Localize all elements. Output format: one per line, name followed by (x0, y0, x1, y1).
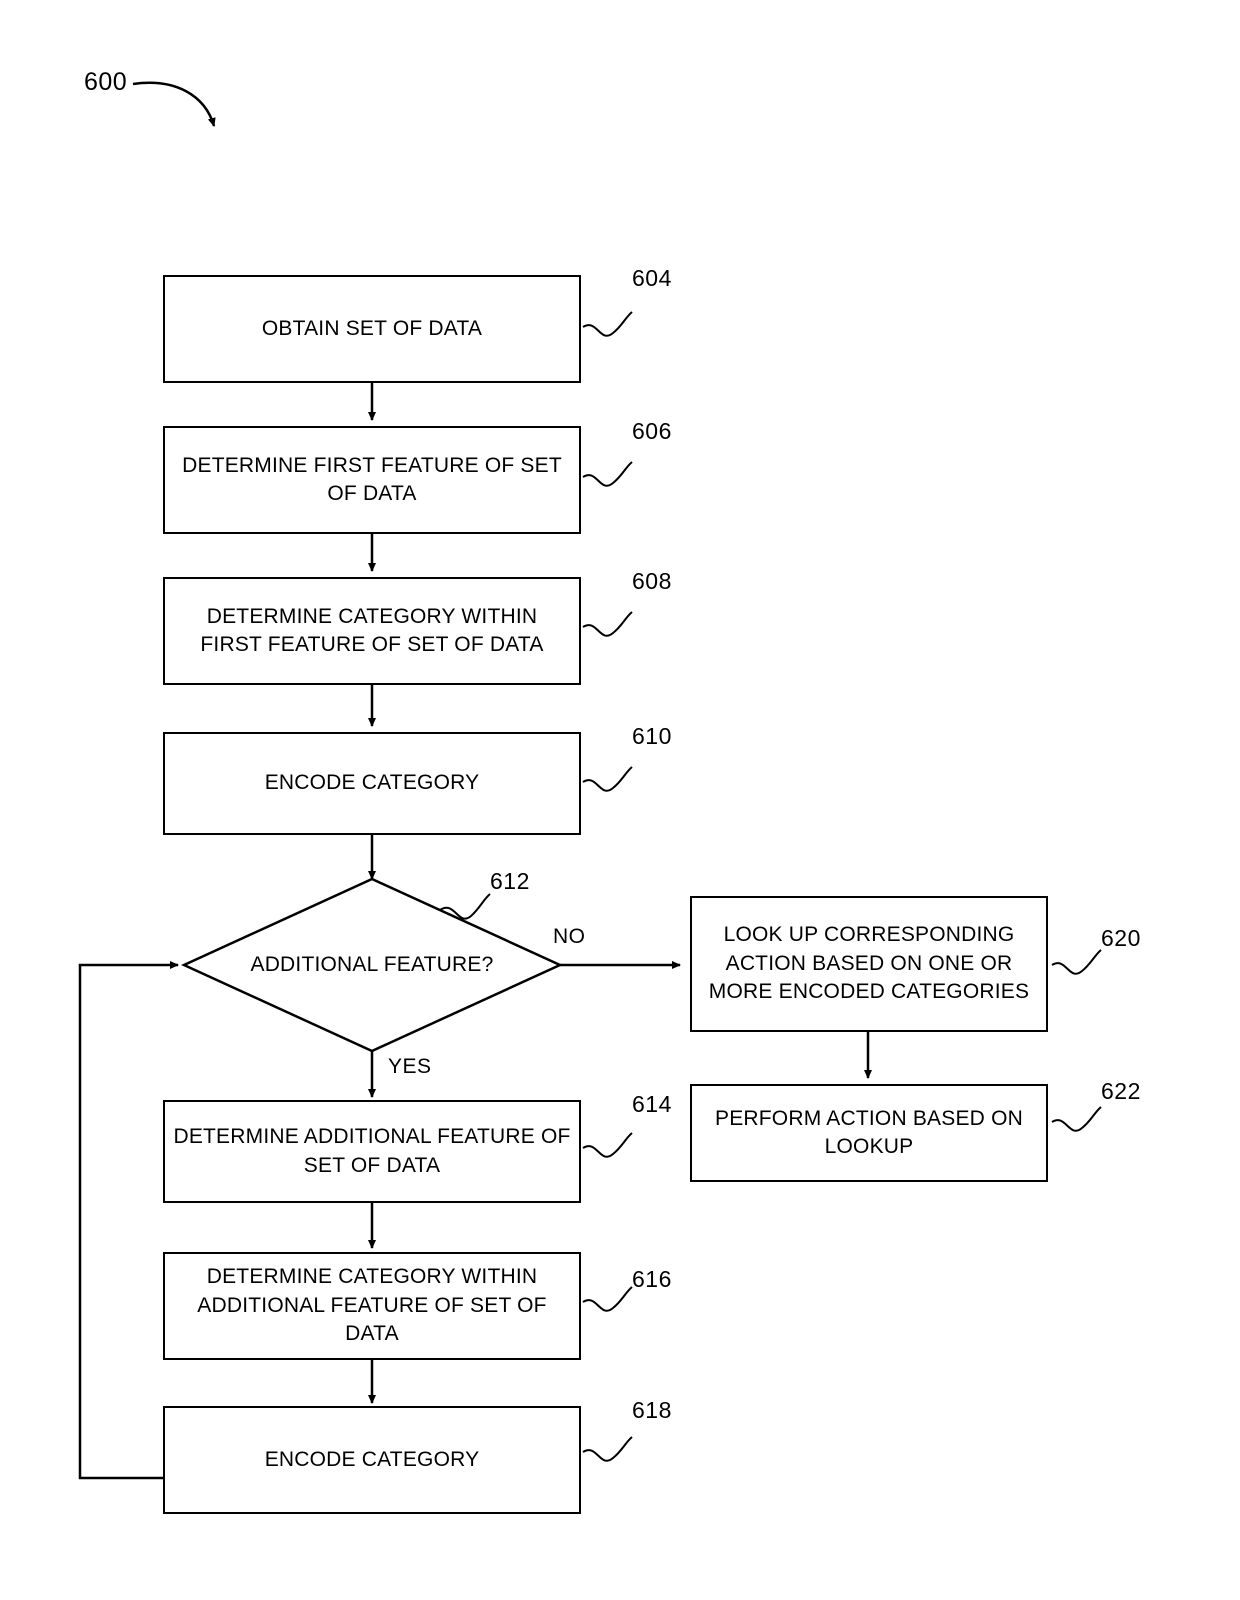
node-label: ENCODE CATEGORY (264, 1447, 480, 1471)
node-additional-feature-decision[interactable] (242, 930, 502, 1000)
node-label: DETERMINE CATEGORY WITHIN ADDITIONAL FEATURE OF SET OF DATA (197, 1265, 547, 1346)
edge-label-no: NO (553, 925, 586, 948)
ref-612: 612 (490, 868, 530, 894)
ref-608: 608 (632, 568, 672, 594)
ref-610: 610 (632, 723, 672, 749)
node-encode-category-first[interactable] (163, 732, 581, 835)
node-label: DETERMINE CATEGORY WITHIN FIRST FEATURE OF SET OF DATA (200, 604, 544, 656)
node-label: DETERMINE FIRST FEATURE OF SET OF DATA (182, 453, 562, 505)
node-determine-category-first-feature[interactable] (163, 577, 581, 685)
ref-622: 622 (1101, 1078, 1141, 1104)
ref-616: 616 (632, 1266, 672, 1292)
ref-618: 618 (632, 1397, 672, 1423)
ref-620: 620 (1101, 925, 1141, 951)
node-encode-category-additional[interactable] (163, 1406, 581, 1514)
ref-614: 614 (632, 1091, 672, 1117)
node-label: PERFORM ACTION BASED ON LOOKUP (715, 1106, 1023, 1158)
figure-leader-line (133, 83, 214, 126)
node-label: DETERMINE ADDITIONAL FEATURE OF SET OF DATA (173, 1125, 571, 1177)
ref-606: 606 (632, 418, 672, 444)
node-label: ENCODE CATEGORY (264, 771, 480, 795)
node-label: LOOK UP CORRESPONDING ACTION BASED ON ONE OR MORE ENCODED CATEGORIES (708, 923, 1030, 1004)
edge-label-yes: YES (388, 1055, 432, 1078)
figure-number: 600 (84, 68, 128, 96)
ref-604: 604 (632, 265, 672, 291)
node-determine-first-feature[interactable] (163, 426, 581, 534)
node-label: ADDITIONAL FEATURE? (250, 952, 494, 976)
node-label: OBTAIN SET OF DATA (261, 316, 483, 340)
node-obtain-set-of-data[interactable] (163, 275, 581, 383)
node-determine-additional-feature[interactable] (163, 1100, 581, 1203)
node-look-up-action[interactable] (690, 896, 1048, 1032)
node-determine-category-additional-feature[interactable] (163, 1252, 581, 1360)
node-perform-action[interactable] (690, 1084, 1048, 1182)
